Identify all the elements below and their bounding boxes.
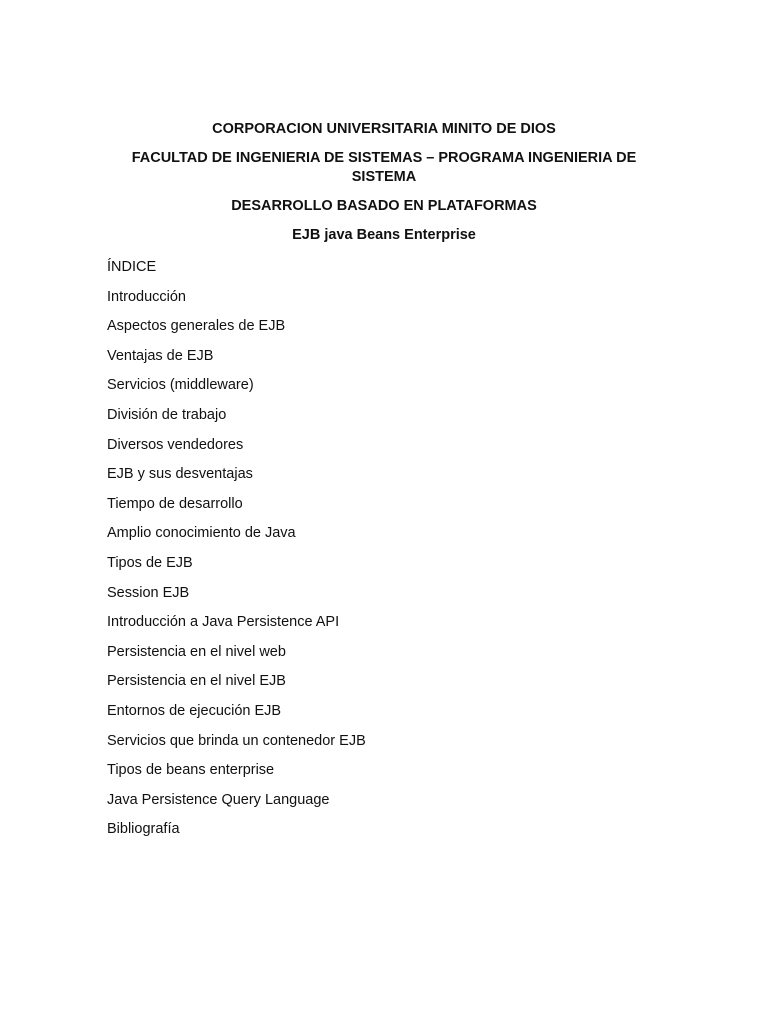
toc-item: Ventajas de EJB bbox=[107, 347, 214, 364]
toc-item: Tipos de EJB bbox=[107, 554, 193, 571]
topic-title: EJB java Beans Enterprise bbox=[292, 227, 476, 243]
toc-item: Persistencia en el nivel EJB bbox=[107, 673, 286, 690]
table-of-contents bbox=[107, 258, 667, 850]
toc-item: Amplio conocimiento de Java bbox=[107, 525, 296, 542]
faculty-title: FACULTAD DE INGENIERIA DE SISTEMAS – PROGRAMA INGENIERIA DE SISTEMA bbox=[131, 150, 637, 185]
toc-item: Aspectos generales de EJB bbox=[107, 318, 286, 335]
toc-item: Tipos de beans enterprise bbox=[107, 762, 275, 779]
toc-item: Entornos de ejecución EJB bbox=[107, 702, 282, 719]
toc-item: Persistencia en el nivel web bbox=[107, 643, 286, 660]
toc-item: EJB y sus desventajas bbox=[107, 466, 253, 483]
toc-item: Session EJB bbox=[107, 584, 190, 601]
toc-list bbox=[107, 288, 667, 850]
toc-item: División de trabajo bbox=[107, 406, 227, 423]
toc-heading: ÍNDICE bbox=[107, 259, 157, 275]
document-header bbox=[100, 120, 668, 245]
toc-item: Servicios (middleware) bbox=[107, 377, 254, 394]
toc-item: Java Persistence Query Language bbox=[107, 791, 330, 808]
toc-item: Servicios que brinda un contenedor EJB bbox=[107, 732, 366, 749]
toc-item: Tiempo de desarrollo bbox=[107, 495, 243, 512]
toc-item: Bibliografía bbox=[107, 821, 180, 838]
course-title: DESARROLLO BASADO EN PLATAFORMAS bbox=[231, 198, 537, 214]
toc-item: Introducción a Java Persistence API bbox=[107, 614, 340, 631]
toc-item: Diversos vendedores bbox=[107, 436, 244, 453]
institution-title: CORPORACION UNIVERSITARIA MINITO DE DIOS bbox=[212, 121, 556, 137]
toc-item: Introducción bbox=[107, 288, 186, 305]
